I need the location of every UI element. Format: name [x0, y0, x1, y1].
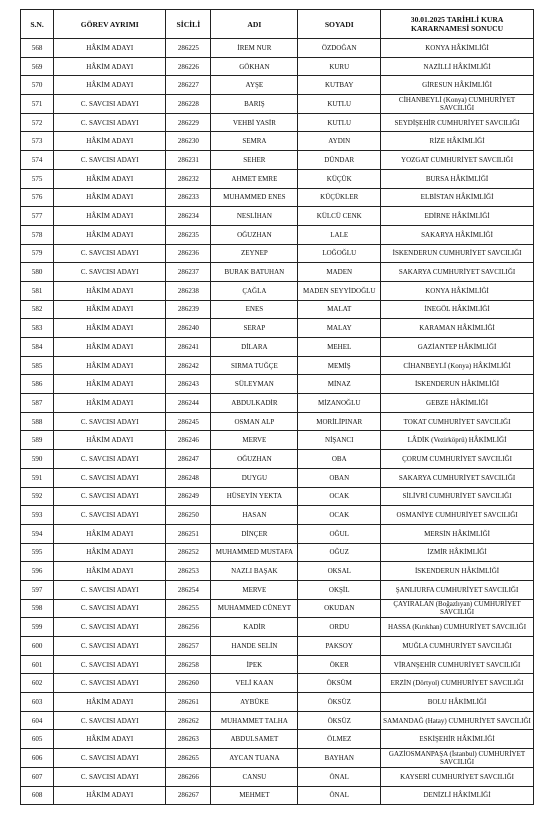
cell-soyadi: OKSAL [298, 562, 381, 581]
cell-sicil: 286248 [166, 468, 211, 487]
cell-adi: DİNÇER [211, 524, 298, 543]
cell-sn: 569 [21, 57, 54, 76]
cell-sn: 571 [21, 95, 54, 114]
table-row [21, 749, 534, 768]
cell-sicil: 286263 [166, 730, 211, 749]
cell-sn: 584 [21, 338, 54, 357]
table-header [21, 10, 534, 39]
cell-sonuc: RİZE HÂKİMLİĞİ [381, 132, 534, 151]
cell-sonuc: CİHANBEYLİ (Konya) HÂKİMLİĞİ [381, 356, 534, 375]
table-row [21, 151, 534, 170]
cell-sonuc: LÂDİK (Vezirköprü) HÂKİMLİĞİ [381, 431, 534, 450]
cell-soyadi: MALAT [298, 300, 381, 319]
table-row [21, 113, 534, 132]
cell-soyadi: KÜÇÜK [298, 169, 381, 188]
cell-sn: 597 [21, 580, 54, 599]
cell-soyadi: KUTBAY [298, 76, 381, 95]
cell-gorev: HÂKİM ADAYI [54, 524, 166, 543]
cell-sn: 570 [21, 76, 54, 95]
cell-soyadi: OĞUZ [298, 543, 381, 562]
cell-adi: AYCAN TUANA [211, 749, 298, 768]
table-row [21, 281, 534, 300]
cell-sicil: 286230 [166, 132, 211, 151]
cell-sonuc: İSKENDERUN HÂKİMLİĞİ [381, 562, 534, 581]
cell-adi: MUHAMMET TALHA [211, 711, 298, 730]
cell-gorev: HÂKİM ADAYI [54, 319, 166, 338]
cell-adi: CANSU [211, 767, 298, 786]
cell-gorev: C. SAVCISI ADAYI [54, 506, 166, 525]
cell-sonuc: MERSİN HÂKİMLİĞİ [381, 524, 534, 543]
header-soyadi: SOYADI [298, 10, 381, 39]
cell-soyadi: MİZANOĞLU [298, 394, 381, 413]
cell-soyadi: OBA [298, 450, 381, 469]
header-adi: ADI [211, 10, 298, 39]
cell-sicil: 286266 [166, 767, 211, 786]
table-row [21, 637, 534, 656]
cell-gorev: HÂKİM ADAYI [54, 431, 166, 450]
cell-sn: 589 [21, 431, 54, 450]
cell-soyadi: OKUDAN [298, 599, 381, 618]
cell-sicil: 286244 [166, 394, 211, 413]
table-row [21, 207, 534, 226]
table-row [21, 95, 534, 114]
cell-sn: 591 [21, 468, 54, 487]
cell-sonuc: İNEGÖL HÂKİMLİĞİ [381, 300, 534, 319]
cell-gorev: HÂKİM ADAYI [54, 169, 166, 188]
cell-sicil: 286246 [166, 431, 211, 450]
table-row [21, 468, 534, 487]
cell-sonuc: BOLU HÂKİMLİĞİ [381, 693, 534, 712]
cell-soyadi: OCAK [298, 506, 381, 525]
cell-sonuc: CİHANBEYLİ (Konya) CUMHURİYET SAVCILIĞI [381, 95, 534, 114]
header-row [21, 10, 534, 39]
cell-sn: 593 [21, 506, 54, 525]
cell-sn: 578 [21, 225, 54, 244]
cell-soyadi: ÖNAL [298, 767, 381, 786]
cell-adi: DUYGU [211, 468, 298, 487]
cell-gorev: HÂKİM ADAYI [54, 207, 166, 226]
cell-adi: İPEK [211, 655, 298, 674]
cell-adi: ÇAĞLA [211, 281, 298, 300]
cell-gorev: C. SAVCISI ADAYI [54, 637, 166, 656]
cell-sicil: 286267 [166, 786, 211, 805]
cell-gorev: C. SAVCISI ADAYI [54, 487, 166, 506]
cell-sonuc: YOZGAT CUMHURİYET SAVCILIĞI [381, 151, 534, 170]
cell-sonuc: ÇAYIRALAN (Boğazlıyan) CUMHURİYET SAVCILIĞI [381, 599, 534, 618]
cell-sicil: 286252 [166, 543, 211, 562]
cell-sicil: 286236 [166, 244, 211, 263]
table-row [21, 412, 534, 431]
cell-sicil: 286238 [166, 281, 211, 300]
cell-sn: 594 [21, 524, 54, 543]
cell-sonuc: ELBİSTAN HÂKİMLİĞİ [381, 188, 534, 207]
table-row [21, 693, 534, 712]
table-row [21, 487, 534, 506]
table-row [21, 674, 534, 693]
cell-sn: 586 [21, 375, 54, 394]
table-row [21, 562, 534, 581]
cell-gorev: C. SAVCISI ADAYI [54, 244, 166, 263]
cell-soyadi: ÖKER [298, 655, 381, 674]
cell-gorev: HÂKİM ADAYI [54, 693, 166, 712]
document-page [20, 9, 534, 805]
cell-sonuc: İSKENDERUN HÂKİMLİĞİ [381, 375, 534, 394]
table-row [21, 39, 534, 58]
cell-sicil: 286261 [166, 693, 211, 712]
cell-gorev: C. SAVCISI ADAYI [54, 113, 166, 132]
header-sonuc: 30.01.2025 TARİHLİ KURA KARARNAMESİ SONUCU [381, 10, 534, 39]
table-row [21, 356, 534, 375]
cell-adi: KADİR [211, 618, 298, 637]
cell-gorev: C. SAVCISI ADAYI [54, 450, 166, 469]
cell-adi: HANDE SELİN [211, 637, 298, 656]
cell-sonuc: MUĞLA CUMHURİYET SAVCILIĞI [381, 637, 534, 656]
cell-gorev: C. SAVCISI ADAYI [54, 412, 166, 431]
cell-sn: 606 [21, 749, 54, 768]
cell-sicil: 286265 [166, 749, 211, 768]
cell-sn: 581 [21, 281, 54, 300]
cell-sicil: 286250 [166, 506, 211, 525]
cell-gorev: HÂKİM ADAYI [54, 188, 166, 207]
table-row [21, 786, 534, 805]
cell-sn: 582 [21, 300, 54, 319]
cell-sicil: 286253 [166, 562, 211, 581]
cell-soyadi: OBAN [298, 468, 381, 487]
cell-sicil: 286231 [166, 151, 211, 170]
cell-sicil: 286241 [166, 338, 211, 357]
cell-gorev: HÂKİM ADAYI [54, 132, 166, 151]
cell-gorev: C. SAVCISI ADAYI [54, 263, 166, 282]
cell-soyadi: MEMİŞ [298, 356, 381, 375]
cell-sonuc: KONYA HÂKİMLİĞİ [381, 281, 534, 300]
cell-soyadi: MALAY [298, 319, 381, 338]
cell-sonuc: ERZİN (Dörtyol) CUMHURİYET SAVCILIĞI [381, 674, 534, 693]
cell-gorev: C. SAVCISI ADAYI [54, 767, 166, 786]
cell-gorev: C. SAVCISI ADAYI [54, 151, 166, 170]
cell-soyadi: AYDIN [298, 132, 381, 151]
cell-adi: AYŞE [211, 76, 298, 95]
cell-adi: ZEYNEP [211, 244, 298, 263]
table-row [21, 450, 534, 469]
assignment-table [20, 9, 534, 805]
cell-gorev: HÂKİM ADAYI [54, 375, 166, 394]
cell-adi: MERVE [211, 580, 298, 599]
table-row [21, 300, 534, 319]
header-sicil: SİCİLİ [166, 10, 211, 39]
cell-gorev: HÂKİM ADAYI [54, 300, 166, 319]
cell-soyadi: PAKSOY [298, 637, 381, 656]
cell-sn: 602 [21, 674, 54, 693]
cell-adi: SEMRA [211, 132, 298, 151]
cell-sonuc: ŞANLIURFA CUMHURİYET SAVCILIĞI [381, 580, 534, 599]
cell-soyadi: MORİLİPINAR [298, 412, 381, 431]
cell-sn: 598 [21, 599, 54, 618]
cell-sonuc: TOKAT CUMHURİYET SAVCILIĞI [381, 412, 534, 431]
cell-sn: 579 [21, 244, 54, 263]
table-row [21, 76, 534, 95]
table-row [21, 767, 534, 786]
cell-soyadi: ÖNAL [298, 786, 381, 805]
cell-sicil: 286240 [166, 319, 211, 338]
cell-soyadi: MEHEL [298, 338, 381, 357]
cell-soyadi: NİŞANCI [298, 431, 381, 450]
cell-adi: MERVE [211, 431, 298, 450]
cell-sicil: 286262 [166, 711, 211, 730]
cell-sicil: 286255 [166, 599, 211, 618]
cell-adi: HÜSEYİN YEKTA [211, 487, 298, 506]
cell-sn: 596 [21, 562, 54, 581]
cell-soyadi: KUTLU [298, 113, 381, 132]
cell-soyadi: KÜÇÜKLER [298, 188, 381, 207]
cell-sonuc: GAZİANTEP HÂKİMLİĞİ [381, 338, 534, 357]
table-row [21, 431, 534, 450]
table-row [21, 169, 534, 188]
cell-soyadi: ÖKSÜM [298, 674, 381, 693]
table-row [21, 618, 534, 637]
cell-adi: AYBÜKE [211, 693, 298, 712]
cell-gorev: HÂKİM ADAYI [54, 338, 166, 357]
cell-sn: 603 [21, 693, 54, 712]
cell-gorev: HÂKİM ADAYI [54, 225, 166, 244]
cell-adi: VEHBİ YASİR [211, 113, 298, 132]
table-row [21, 338, 534, 357]
table-row [21, 711, 534, 730]
table-row [21, 244, 534, 263]
table-row [21, 524, 534, 543]
cell-sicil: 286249 [166, 487, 211, 506]
cell-adi: MUHAMMED CÜNEYT [211, 599, 298, 618]
cell-sn: 599 [21, 618, 54, 637]
cell-sicil: 286228 [166, 95, 211, 114]
cell-sonuc: VİRANŞEHİR CUMHURİYET SAVCILIĞI [381, 655, 534, 674]
cell-sonuc: ESKİŞEHİR HÂKİMLİĞİ [381, 730, 534, 749]
cell-sicil: 286256 [166, 618, 211, 637]
cell-adi: GÖKHAN [211, 57, 298, 76]
cell-sonuc: SİLİVRİ CUMHURİYET SAVCILIĞI [381, 487, 534, 506]
cell-sonuc: SAKARYA HÂKİMLİĞİ [381, 225, 534, 244]
cell-soyadi: MİNAZ [298, 375, 381, 394]
cell-adi: MUHAMMED ENES [211, 188, 298, 207]
cell-soyadi: DÜNDAR [298, 151, 381, 170]
table-row [21, 655, 534, 674]
cell-sn: 577 [21, 207, 54, 226]
cell-sicil: 286229 [166, 113, 211, 132]
cell-adi: ENES [211, 300, 298, 319]
cell-soyadi: LALE [298, 225, 381, 244]
cell-sonuc: KONYA HÂKİMLİĞİ [381, 39, 534, 58]
cell-gorev: HÂKİM ADAYI [54, 356, 166, 375]
cell-sicil: 286251 [166, 524, 211, 543]
cell-sicil: 286247 [166, 450, 211, 469]
cell-gorev: C. SAVCISI ADAYI [54, 618, 166, 637]
cell-gorev: HÂKİM ADAYI [54, 562, 166, 581]
cell-adi: SERAP [211, 319, 298, 338]
cell-sn: 583 [21, 319, 54, 338]
cell-sn: 601 [21, 655, 54, 674]
cell-sn: 580 [21, 263, 54, 282]
cell-sn: 574 [21, 151, 54, 170]
cell-soyadi: MADEN SEYYİDOĞLU [298, 281, 381, 300]
table-row [21, 263, 534, 282]
cell-sn: 608 [21, 786, 54, 805]
header-sn: S.N. [21, 10, 54, 39]
cell-soyadi: ÖKSÜZ [298, 693, 381, 712]
cell-sn: 592 [21, 487, 54, 506]
cell-soyadi: KÜLCÜ CENK [298, 207, 381, 226]
table-row [21, 543, 534, 562]
cell-sicil: 286243 [166, 375, 211, 394]
cell-soyadi: OKŞİL [298, 580, 381, 599]
table-row [21, 394, 534, 413]
cell-sonuc: GEBZE HÂKİMLİĞİ [381, 394, 534, 413]
header-gorev: GÖREV AYRIMI [54, 10, 166, 39]
cell-sn: 604 [21, 711, 54, 730]
cell-gorev: HÂKİM ADAYI [54, 394, 166, 413]
table-row [21, 225, 534, 244]
cell-gorev: HÂKİM ADAYI [54, 39, 166, 58]
cell-sonuc: KAYSERİ CUMHURİYET SAVCILIĞI [381, 767, 534, 786]
cell-sn: 575 [21, 169, 54, 188]
cell-soyadi: OĞUL [298, 524, 381, 543]
cell-adi: SÜLEYMAN [211, 375, 298, 394]
cell-sicil: 286237 [166, 263, 211, 282]
cell-sn: 588 [21, 412, 54, 431]
table-row [21, 132, 534, 151]
cell-sicil: 286239 [166, 300, 211, 319]
cell-soyadi: LOĞOĞLU [298, 244, 381, 263]
cell-soyadi: KURU [298, 57, 381, 76]
table-row [21, 57, 534, 76]
cell-sn: 600 [21, 637, 54, 656]
cell-soyadi: ORDU [298, 618, 381, 637]
cell-soyadi: MADEN [298, 263, 381, 282]
cell-soyadi: KUTLU [298, 95, 381, 114]
cell-adi: NAZLI BAŞAK [211, 562, 298, 581]
cell-soyadi: OCAK [298, 487, 381, 506]
cell-adi: ABDULKADİR [211, 394, 298, 413]
cell-sicil: 286254 [166, 580, 211, 599]
cell-sonuc: İSKENDERUN CUMHURİYET SAVCILIĞI [381, 244, 534, 263]
cell-sn: 585 [21, 356, 54, 375]
cell-sn: 595 [21, 543, 54, 562]
table-row [21, 730, 534, 749]
cell-gorev: C. SAVCISI ADAYI [54, 599, 166, 618]
cell-sonuc: SEYDİŞEHİR CUMHURİYET SAVCILIĞI [381, 113, 534, 132]
cell-sicil: 286257 [166, 637, 211, 656]
cell-gorev: C. SAVCISI ADAYI [54, 468, 166, 487]
cell-adi: ABDULSAMET [211, 730, 298, 749]
cell-sicil: 286235 [166, 225, 211, 244]
cell-sonuc: BURSA HÂKİMLİĞİ [381, 169, 534, 188]
cell-sicil: 286234 [166, 207, 211, 226]
table-row [21, 506, 534, 525]
cell-sn: 605 [21, 730, 54, 749]
cell-gorev: C. SAVCISI ADAYI [54, 95, 166, 114]
cell-sonuc: EDİRNE HÂKİMLİĞİ [381, 207, 534, 226]
cell-gorev: C. SAVCISI ADAYI [54, 580, 166, 599]
cell-adi: BARIŞ [211, 95, 298, 114]
cell-adi: SEHER [211, 151, 298, 170]
cell-adi: MEHMET [211, 786, 298, 805]
cell-gorev: C. SAVCISI ADAYI [54, 674, 166, 693]
cell-adi: DİLARA [211, 338, 298, 357]
cell-sicil: 286258 [166, 655, 211, 674]
cell-gorev: HÂKİM ADAYI [54, 76, 166, 95]
cell-sonuc: SAMANDAĞ (Hatay) CUMHURİYET SAVCILIĞI [381, 711, 534, 730]
table-row [21, 319, 534, 338]
cell-gorev: HÂKİM ADAYI [54, 57, 166, 76]
table-row [21, 580, 534, 599]
cell-sonuc: SAKARYA CUMHURİYET SAVCILIĞI [381, 263, 534, 282]
cell-sn: 590 [21, 450, 54, 469]
cell-gorev: HÂKİM ADAYI [54, 730, 166, 749]
cell-gorev: C. SAVCISI ADAYI [54, 749, 166, 768]
cell-adi: OSMAN ALP [211, 412, 298, 431]
table-body [21, 39, 534, 805]
cell-sonuc: GAZİOSMANPAŞA (İstanbul) CUMHURİYET SAVCILIĞI [381, 749, 534, 768]
cell-adi: İREM NUR [211, 39, 298, 58]
cell-soyadi: ÖKSÜZ [298, 711, 381, 730]
table-row [21, 599, 534, 618]
cell-sonuc: KARAMAN HÂKİMLİĞİ [381, 319, 534, 338]
cell-adi: AHMET EMRE [211, 169, 298, 188]
cell-sonuc: GİRESUN HÂKİMLİĞİ [381, 76, 534, 95]
cell-adi: MUHAMMED MUSTAFA [211, 543, 298, 562]
cell-adi: HASAN [211, 506, 298, 525]
cell-adi: OĞUZHAN [211, 450, 298, 469]
cell-sonuc: DENİZLİ HÂKİMLİĞİ [381, 786, 534, 805]
cell-sn: 587 [21, 394, 54, 413]
cell-sonuc: NAZİLLİ HÂKİMLİĞİ [381, 57, 534, 76]
cell-sn: 607 [21, 767, 54, 786]
cell-sonuc: SAKARYA CUMHURİYET SAVCILIĞI [381, 468, 534, 487]
table-row [21, 188, 534, 207]
cell-gorev: C. SAVCISI ADAYI [54, 711, 166, 730]
cell-soyadi: BAYHAN [298, 749, 381, 768]
cell-sicil: 286227 [166, 76, 211, 95]
cell-sonuc: OSMANİYE CUMHURİYET SAVCILIĞI [381, 506, 534, 525]
cell-adi: OĞUZHAN [211, 225, 298, 244]
cell-gorev: HÂKİM ADAYI [54, 281, 166, 300]
cell-gorev: C. SAVCISI ADAYI [54, 655, 166, 674]
cell-adi: NESLİHAN [211, 207, 298, 226]
cell-sicil: 286226 [166, 57, 211, 76]
cell-gorev: HÂKİM ADAYI [54, 543, 166, 562]
cell-sicil: 286242 [166, 356, 211, 375]
cell-soyadi: ÖLMEZ [298, 730, 381, 749]
cell-sicil: 286245 [166, 412, 211, 431]
cell-adi: BURAK BATUHAN [211, 263, 298, 282]
cell-sn: 568 [21, 39, 54, 58]
cell-adi: VELİ KAAN [211, 674, 298, 693]
cell-soyadi: ÖZDOĞAN [298, 39, 381, 58]
cell-sonuc: ÇORUM CUMHURİYET SAVCILIĞI [381, 450, 534, 469]
cell-gorev: HÂKİM ADAYI [54, 786, 166, 805]
cell-sn: 572 [21, 113, 54, 132]
cell-sicil: 286260 [166, 674, 211, 693]
cell-sn: 573 [21, 132, 54, 151]
cell-sn: 576 [21, 188, 54, 207]
cell-adi: SIRMA TUĞÇE [211, 356, 298, 375]
table-row [21, 375, 534, 394]
cell-sicil: 286233 [166, 188, 211, 207]
cell-sicil: 286225 [166, 39, 211, 58]
cell-sonuc: HASSA (Kırıkhan) CUMHURİYET SAVCILIĞI [381, 618, 534, 637]
cell-sicil: 286232 [166, 169, 211, 188]
cell-sonuc: İZMİR HÂKİMLİĞİ [381, 543, 534, 562]
